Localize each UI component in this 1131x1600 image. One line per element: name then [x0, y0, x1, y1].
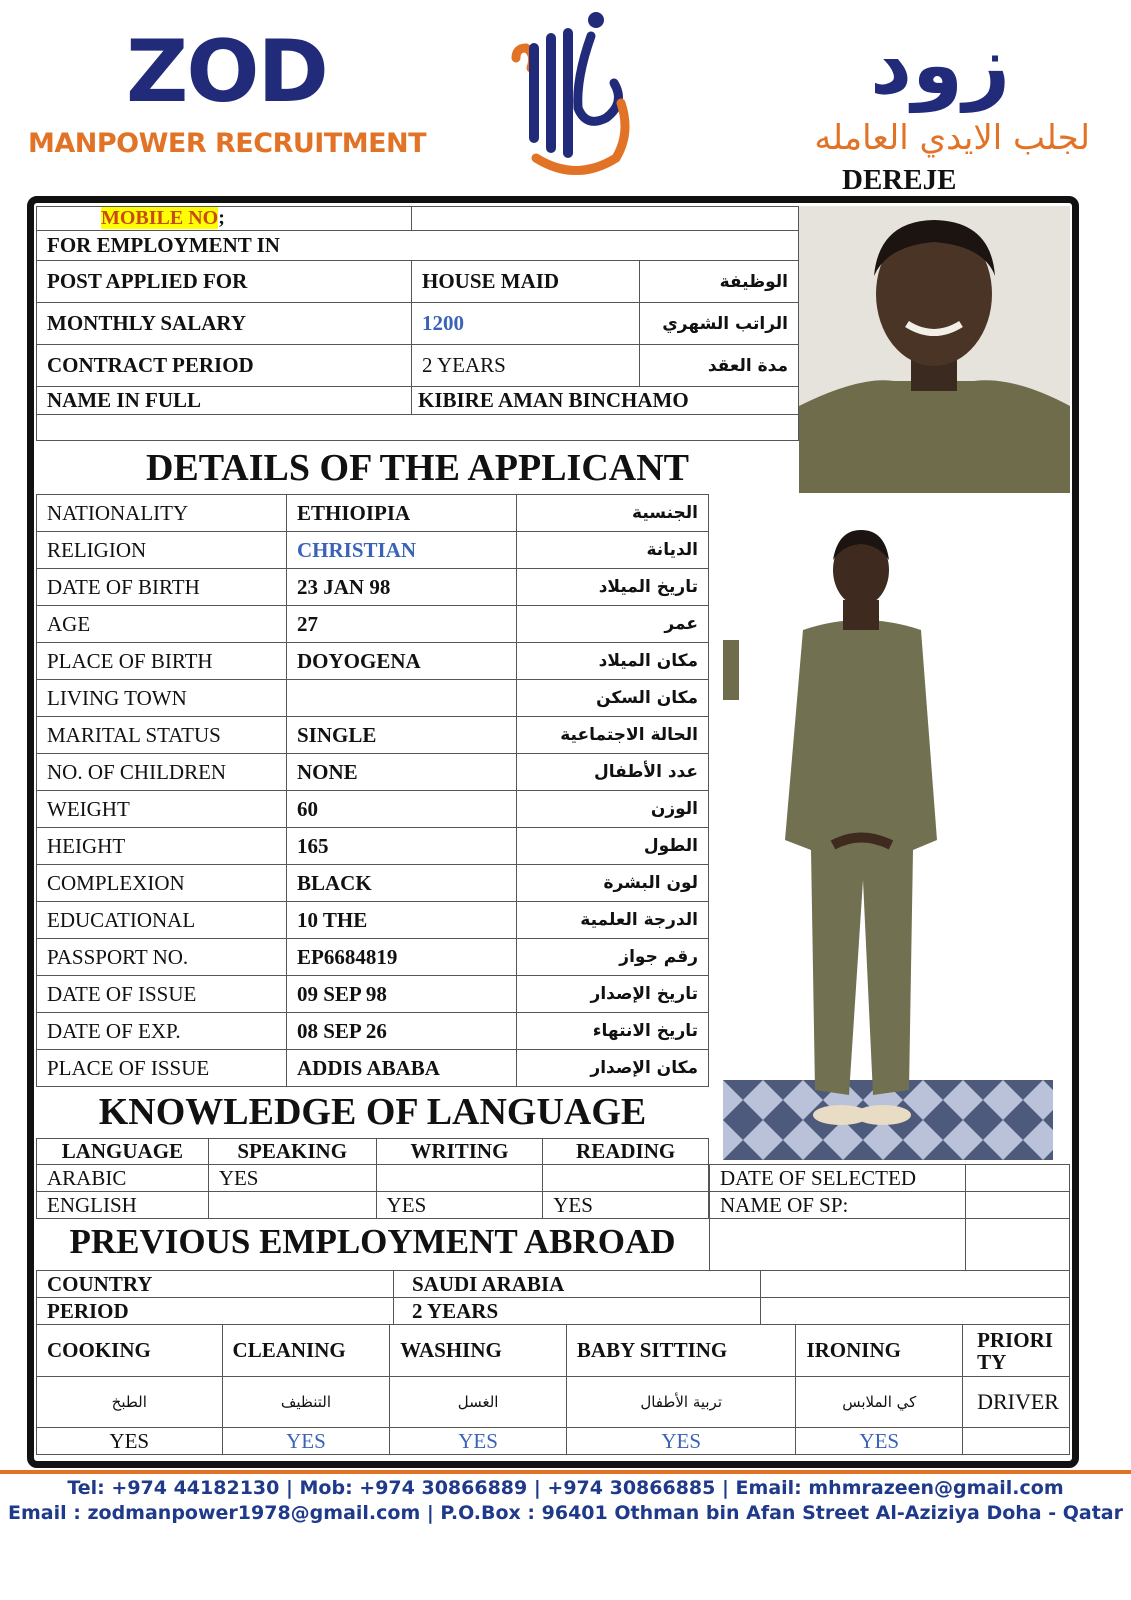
country-label: COUNTRY: [37, 1271, 394, 1298]
detail-row: [37, 569, 709, 606]
skill-val-washing: YES: [390, 1428, 567, 1455]
mobile-label: MOBILE NO: [101, 207, 219, 229]
detail-arabic-label: تاريخ الميلاد: [517, 569, 709, 606]
period-value: 2 YEARS: [394, 1298, 761, 1325]
detail-arabic-label: عدد الأطفال: [517, 754, 709, 791]
col-reading: READING: [543, 1139, 709, 1165]
skill-val-cleaning: YES: [222, 1428, 390, 1455]
detail-value: 165: [287, 828, 517, 865]
footer-contact-line: Tel: +974 44182130 | Mob: +974 30866889 | +974 30866885 | Email: mhmrazeen@gmail.com: [67, 1477, 1064, 1499]
arabic-writing: [376, 1165, 543, 1192]
blank-cell: [761, 1298, 1070, 1325]
detail-row: [37, 865, 709, 902]
footer-address-line: Email : zodmanpower1978@gmail.com | P.O.Box : 96401 Othman bin Afan Street Al-Aziziya Doha - Qatar: [8, 1502, 1123, 1524]
skill-cooking: COOKING: [37, 1325, 223, 1377]
detail-arabic-label: تاريخ الانتهاء: [517, 1013, 709, 1050]
detail-row: [37, 902, 709, 939]
detail-arabic-label: الديانة: [517, 532, 709, 569]
detail-row: [37, 939, 709, 976]
mobile-separator: ;: [218, 207, 225, 229]
detail-label: DATE OF EXP.: [37, 1013, 287, 1050]
detail-value: NONE: [287, 754, 517, 791]
details-table: [36, 494, 709, 1087]
detail-value: SINGLE: [287, 717, 517, 754]
detail-row: [37, 717, 709, 754]
salary-value: 1200: [412, 303, 640, 345]
previous-heading: PREVIOUS EMPLOYMENT ABROAD: [69, 1222, 676, 1261]
detail-value: BLACK: [287, 865, 517, 902]
selection-table: [709, 1164, 1070, 1271]
detail-arabic-label: لون البشرة: [517, 865, 709, 902]
footer-divider: [0, 1470, 1131, 1474]
detail-label: PLACE OF BIRTH: [37, 643, 287, 680]
skill-val-baby-sitting: YES: [566, 1428, 796, 1455]
detail-arabic-label: الحالة الاجتماعية: [517, 717, 709, 754]
spacer-row: [37, 415, 799, 441]
skill-ar-baby-sitting: تربية الأطفال: [566, 1377, 796, 1428]
detail-label: EDUCATIONAL: [37, 902, 287, 939]
detail-value: 23 JAN 98: [287, 569, 517, 606]
skill-ar-cooking: الطبخ: [37, 1377, 223, 1428]
country-value: SAUDI ARABIA: [394, 1271, 761, 1298]
salary-arabic: الراتب الشهري: [640, 303, 799, 345]
detail-value: CHRISTIAN: [287, 532, 517, 569]
detail-arabic-label: مكان السكن: [517, 680, 709, 717]
detail-row: [37, 976, 709, 1013]
detail-row: [37, 643, 709, 680]
skills-arabic-row: [37, 1377, 1070, 1428]
skill-ar-ironing: كي الملابس: [796, 1377, 963, 1428]
blank-cell: [966, 1219, 1070, 1271]
col-speaking: SPEAKING: [208, 1139, 376, 1165]
table-row: [37, 261, 799, 303]
mobile-cell: [37, 207, 412, 231]
detail-value: ADDIS ABABA: [287, 1050, 517, 1087]
contract-arabic: مدة العقد: [640, 345, 799, 387]
date-selected-label: DATE OF SELECTED: [710, 1165, 966, 1192]
detail-row: [37, 532, 709, 569]
language-heading: KNOWLEDGE OF LANGUAGE: [98, 1091, 647, 1133]
contract-label: CONTRACT PERIOD: [37, 345, 412, 387]
post-arabic: الوظيفة: [640, 261, 799, 303]
brand-arabic-subtitle: لجلب الايدي العامله: [814, 118, 1090, 158]
detail-row: [37, 680, 709, 717]
priority-driver: DRIVER: [963, 1377, 1070, 1428]
table-row: [710, 1219, 1070, 1271]
skills-value-row: [37, 1428, 1070, 1455]
skills-header-row: [37, 1325, 1070, 1377]
detail-arabic-label: مكان الإصدار: [517, 1050, 709, 1087]
detail-arabic-label: الطول: [517, 828, 709, 865]
detail-label: DATE OF ISSUE: [37, 976, 287, 1013]
previous-table: [36, 1270, 1070, 1325]
detail-label: NATIONALITY: [37, 495, 287, 532]
table-row: [37, 1165, 709, 1192]
detail-value: 09 SEP 98: [287, 976, 517, 1013]
for-employment-label: FOR EMPLOYMENT IN: [37, 231, 799, 261]
post-value: HOUSE MAID: [412, 261, 640, 303]
detail-value: 08 SEP 26: [287, 1013, 517, 1050]
skill-val-ironing: YES: [796, 1428, 963, 1455]
detail-row: [37, 606, 709, 643]
detail-value: 10 THE: [287, 902, 517, 939]
table-row: [37, 1298, 1070, 1325]
table-row: [37, 1271, 1070, 1298]
applicant-portrait: [799, 206, 1070, 493]
detail-label: HEIGHT: [37, 828, 287, 865]
english-writing: YES: [376, 1192, 543, 1219]
applicant-full-photo: [723, 500, 1070, 1160]
date-selected-value: [966, 1165, 1070, 1192]
blank-cell: [710, 1219, 966, 1271]
detail-arabic-label: مكان الميلاد: [517, 643, 709, 680]
detail-label: AGE: [37, 606, 287, 643]
table-row: [37, 1192, 709, 1219]
skill-baby-sitting: BABY SITTING: [566, 1325, 796, 1377]
detail-label: COMPLEXION: [37, 865, 287, 902]
detail-value: ETHIOIPIA: [287, 495, 517, 532]
detail-arabic-label: تاريخ الإصدار: [517, 976, 709, 1013]
detail-label: WEIGHT: [37, 791, 287, 828]
col-language: LANGUAGE: [37, 1139, 209, 1165]
col-writing: WRITING: [376, 1139, 543, 1165]
sponsor-name-value: [966, 1192, 1070, 1219]
detail-label: PLACE OF ISSUE: [37, 1050, 287, 1087]
detail-arabic-label: الوزن: [517, 791, 709, 828]
table-row: [710, 1165, 1070, 1192]
detail-label: DATE OF BIRTH: [37, 569, 287, 606]
blank-cell: [761, 1271, 1070, 1298]
company-logo-icon: [506, 8, 630, 178]
arabic-reading: [543, 1165, 709, 1192]
english-speaking: [208, 1192, 376, 1219]
detail-label: LIVING TOWN: [37, 680, 287, 717]
skills-table: [36, 1324, 1070, 1455]
brand-logo-text: ZOD: [126, 22, 327, 122]
lang-english: ENGLISH: [37, 1192, 209, 1219]
detail-label: MARITAL STATUS: [37, 717, 287, 754]
lang-arabic: ARABIC: [37, 1165, 209, 1192]
detail-value: 60: [287, 791, 517, 828]
skill-ar-washing: الغسل: [390, 1377, 567, 1428]
skill-val-priority: [963, 1428, 1070, 1455]
detail-value: EP6684819: [287, 939, 517, 976]
table-row: [37, 387, 799, 415]
post-label: POST APPLIED FOR: [37, 261, 412, 303]
skill-ironing: IRONING: [796, 1325, 963, 1377]
detail-row: [37, 754, 709, 791]
detail-value: DOYOGENA: [287, 643, 517, 680]
detail-arabic-label: الجنسية: [517, 495, 709, 532]
name-label: NAME IN FULL: [37, 387, 412, 415]
contract-value: 2 YEARS: [412, 345, 640, 387]
table-row: [37, 303, 799, 345]
table-row: [710, 1192, 1070, 1219]
employment-table: [36, 206, 799, 441]
detail-row: [37, 828, 709, 865]
detail-arabic-label: رقم جواز: [517, 939, 709, 976]
language-table: [36, 1138, 709, 1219]
brand-arabic-title: زود: [870, 18, 1011, 113]
detail-row: [37, 1050, 709, 1087]
detail-value: [287, 680, 517, 717]
detail-arabic-label: عمر: [517, 606, 709, 643]
skill-cleaning: CLEANING: [222, 1325, 390, 1377]
detail-label: RELIGION: [37, 532, 287, 569]
skill-priority: PRIORI TY: [963, 1325, 1070, 1377]
language-header-row: [37, 1139, 709, 1165]
detail-row: [37, 1013, 709, 1050]
salary-label: MONTHLY SALARY: [37, 303, 412, 345]
detail-label: PASSPORT NO.: [37, 939, 287, 976]
brand-subtitle: MANPOWER RECRUITMENT: [28, 128, 427, 159]
period-label: PERIOD: [37, 1298, 394, 1325]
agent-name: DEREJE: [842, 164, 957, 196]
detail-value: 27: [287, 606, 517, 643]
table-row: [37, 345, 799, 387]
skill-val-cooking: YES: [37, 1428, 223, 1455]
name-value: KIBIRE AMAN BINCHAMO: [412, 387, 799, 415]
detail-row: [37, 495, 709, 532]
skill-ar-cleaning: التنظيف: [222, 1377, 390, 1428]
detail-row: [37, 791, 709, 828]
details-heading: DETAILS OF THE APPLICANT: [145, 447, 690, 489]
arabic-speaking: YES: [208, 1165, 376, 1192]
sponsor-name-label: NAME OF SP:: [710, 1192, 966, 1219]
skill-washing: WASHING: [390, 1325, 567, 1377]
detail-arabic-label: الدرجة العلمية: [517, 902, 709, 939]
mobile-value: [412, 207, 799, 231]
english-reading: YES: [543, 1192, 709, 1219]
detail-label: NO. OF CHILDREN: [37, 754, 287, 791]
